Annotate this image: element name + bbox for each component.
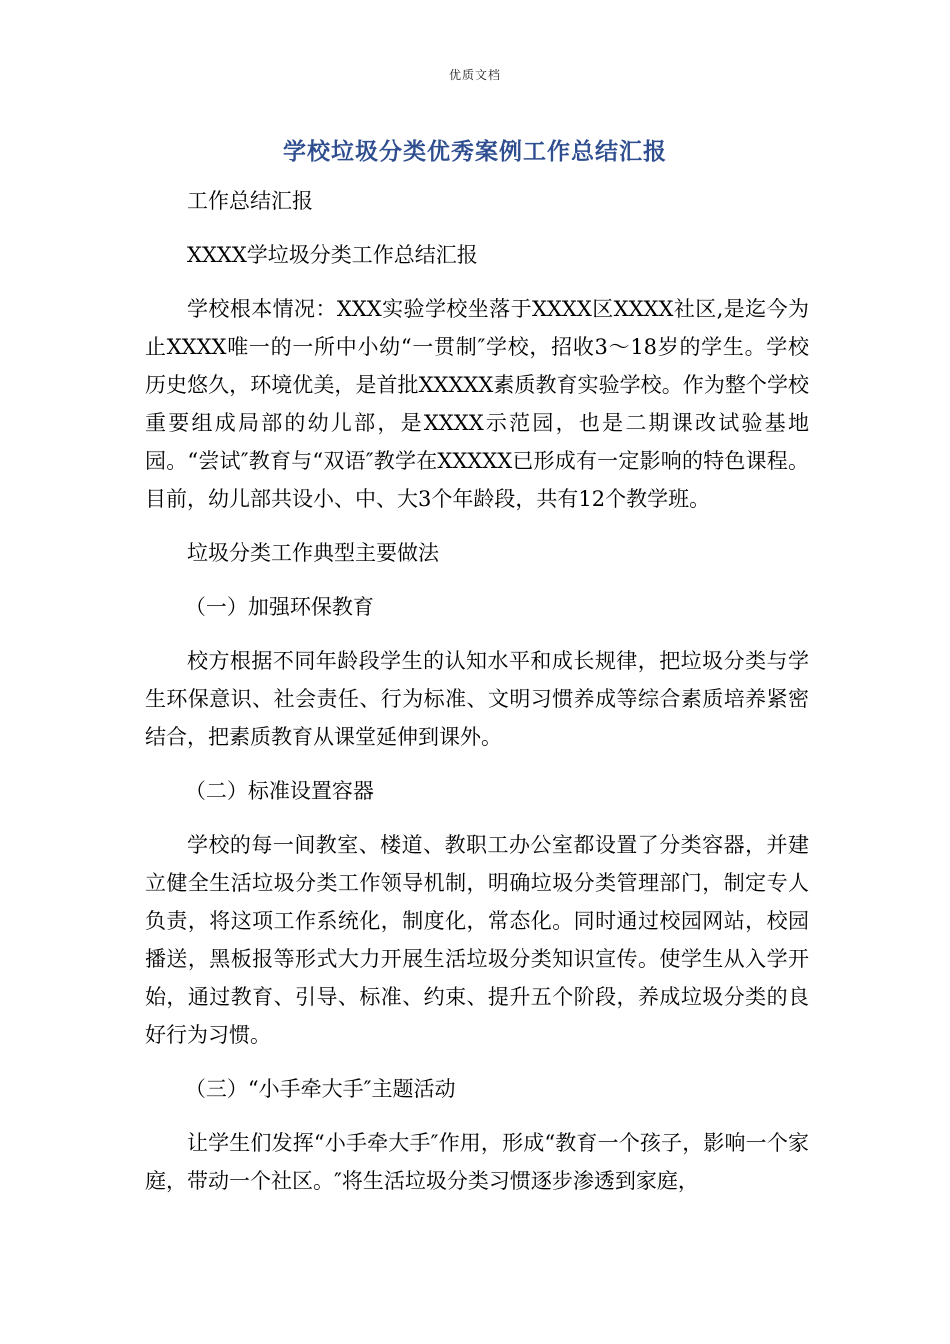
paragraph-item-2-heading: （二）标准设置容器 — [184, 779, 374, 803]
paragraph-item-1-body: 校方根据不同年龄段学生的认知水平和成长规律，把垃圾分类与学生环保意识、社会责任、行为标准、文明习惯养成等综合素质培养紧密结合，把素质教育从课堂延伸到课外。 — [145, 649, 809, 749]
paragraph-item-2-body: 学校的每一间教室、楼道、教职工办公室都设置了分类容器，并建立健全生活垃圾分类工作领导机制，明确垃圾分类管理部门，制定专人负责，将这项工作系统化，制度化，常态化。同时通过校园网站，校园播送，黑板报等形式大力开展生活垃圾分类知识宣传。使学生从入学开始，通过教育、引导、标准、约束、提升五个阶段，养成垃圾分类的良好行为习惯。 — [145, 833, 809, 1047]
document-body — [145, 182, 809, 1216]
paragraph-school-overview: 学校根本情况：XXX实验学校坐落于XXXX区XXXX社区,是迄今为止XXXX唯一的一所中小幼“一贯制″学校，招收3～18岁的学生。学校历史悠久，环境优美，是首批XXXXX素质教育实验学校。作为整个学校重要组成局部的幼儿部，是XXXX示范园，也是二期课改试验基地园。“尝试″教育与“双语″教学在XXXXX已形成有一定影响的特色课程。目前，幼儿部共设小、中、大3个年龄段，共有12个教学班。 — [145, 297, 809, 511]
paragraph-item-3-heading: （三）“小手牵大手″主题活动 — [184, 1077, 456, 1101]
paragraph-subtitle: XXXX学垃圾分类工作总结汇报 — [187, 243, 478, 267]
page-header: 优质文档 — [448, 68, 501, 82]
paragraph-section-heading: 垃圾分类工作典型主要做法 — [187, 541, 439, 565]
paragraph-item-3-body: 让学生们发挥“小手牵大手″作用，形成“教育一个孩子，影响一个家庭，带动一个社区。″将生活垃圾分类习惯逐步渗透到家庭， — [145, 1131, 809, 1193]
paragraph-item-1-heading: （一）加强环保教育 — [184, 595, 374, 619]
paragraph-heading-report: 工作总结汇报 — [187, 189, 313, 213]
document-title: 学校垃圾分类优秀案例工作总结汇报 — [283, 139, 667, 165]
